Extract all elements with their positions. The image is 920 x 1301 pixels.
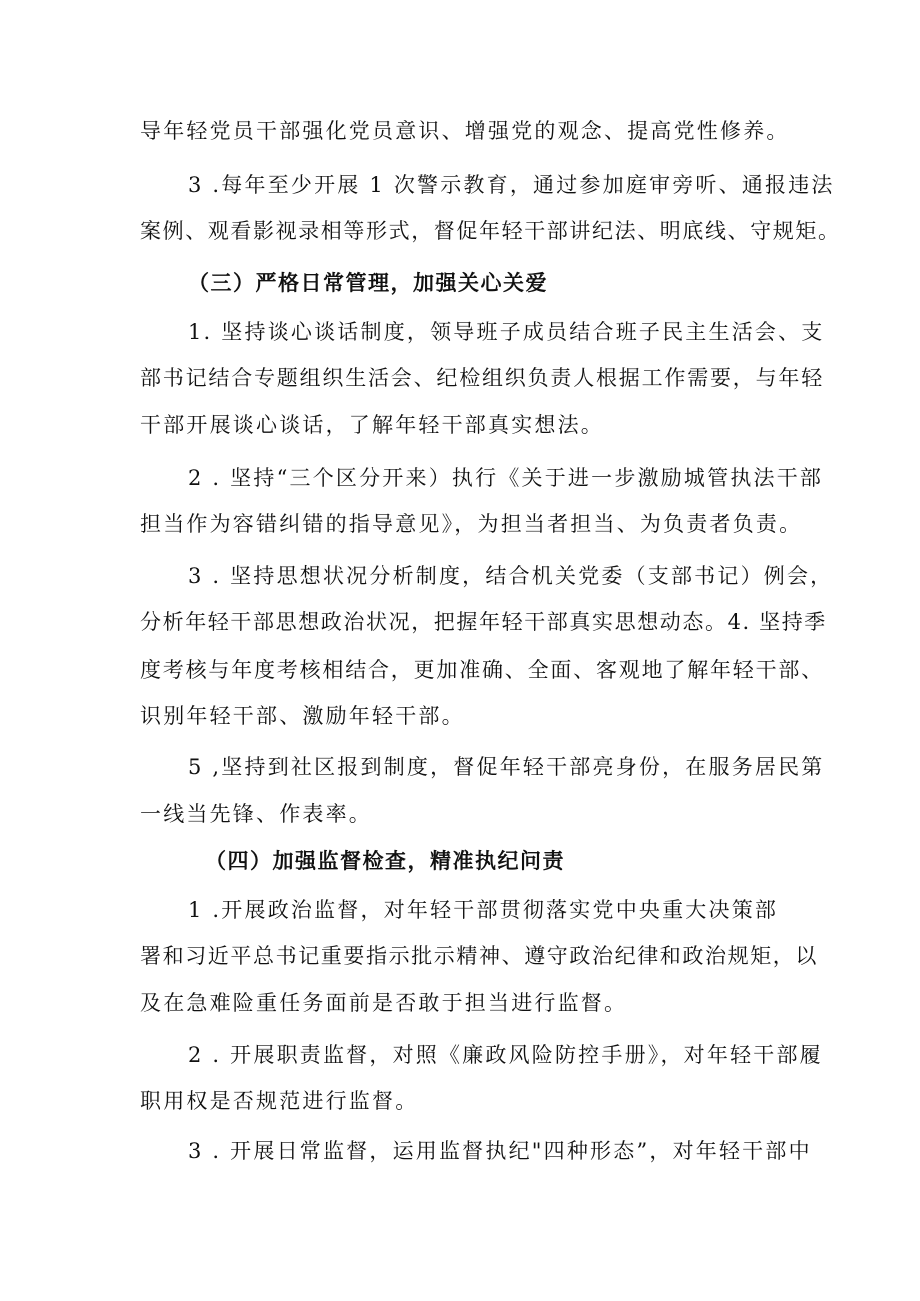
paragraph-line: 职用权是否规范进行监督。 xyxy=(140,1089,419,1113)
paragraph-line: 2 . 开展职责监督，对照《廉政风险防控手册》，对年轻干部履 xyxy=(188,1043,823,1067)
paragraph-line: 度考核与年度考核相结合，更加准确、全面、客观地了解年轻干部、 xyxy=(140,658,824,682)
paragraph-line: 3 .每年至少开展 1 次警示教育，通过参加庭审旁听、通报违法 xyxy=(188,173,835,197)
paragraph-line: 干部开展谈心谈话，了解年轻干部真实想法。 xyxy=(140,413,604,437)
paragraph-line: 识别年轻干部、激励年轻干部。 xyxy=(140,704,465,728)
section-heading: （四）加强监督检查，精准执纪问责 xyxy=(205,849,565,873)
paragraph-line: 1. 坚持谈心谈话制度，领导班子成员结合班子民主生活会、支 xyxy=(188,320,825,344)
paragraph-line: 及在急难险重任务面前是否敢于担当进行监督。 xyxy=(140,991,628,1015)
paragraph-line: 3 . 开展日常监督，运用监督执纪"四种形态”，对年轻干部中 xyxy=(188,1139,812,1163)
paragraph-line: 部书记结合专题组织生活会、纪检组织负责人根据工作需要，与年轻 xyxy=(140,366,824,390)
section-heading: （三）严格日常管理，加强关心关爱 xyxy=(188,271,548,295)
paragraph-line: 署和习近平总书记重要指示批示精神、遵守政治纪律和政治规矩，以 xyxy=(140,944,818,968)
paragraph-line: 担当作为容错纠错的指导意见》，为担当者担当、为负责者负责。 xyxy=(140,512,803,536)
paragraph-line: 导年轻党员干部强化党员意识、增强党的观念、提高党性修养。 xyxy=(140,119,790,143)
paragraph-line: 分析年轻干部思想政治状况，把握年轻干部真实思想动态。4. 坚持季 xyxy=(140,610,827,634)
paragraph-line: 1 .开展政治监督，对年轻干部贯彻落实党中央重大决策部 xyxy=(188,898,779,922)
paragraph-line: 案例、观看影视录相等形式，督促年轻干部讲纪法、明底线、守规矩。 xyxy=(140,219,841,243)
paragraph-line: 5 ,坚持到社区报到制度，督促年轻干部亮身份，在服务居民第 xyxy=(188,755,825,779)
paragraph-line: 2 . 坚持“三个区分开来）执行《关于进一步激励城管执法干部 xyxy=(188,466,824,490)
paragraph-line: 3 . 坚持思想状况分析制度，结合机关党委（支部书记）例会， xyxy=(188,564,834,588)
paragraph-line: 一线当先锋、作表率。 xyxy=(140,802,372,826)
